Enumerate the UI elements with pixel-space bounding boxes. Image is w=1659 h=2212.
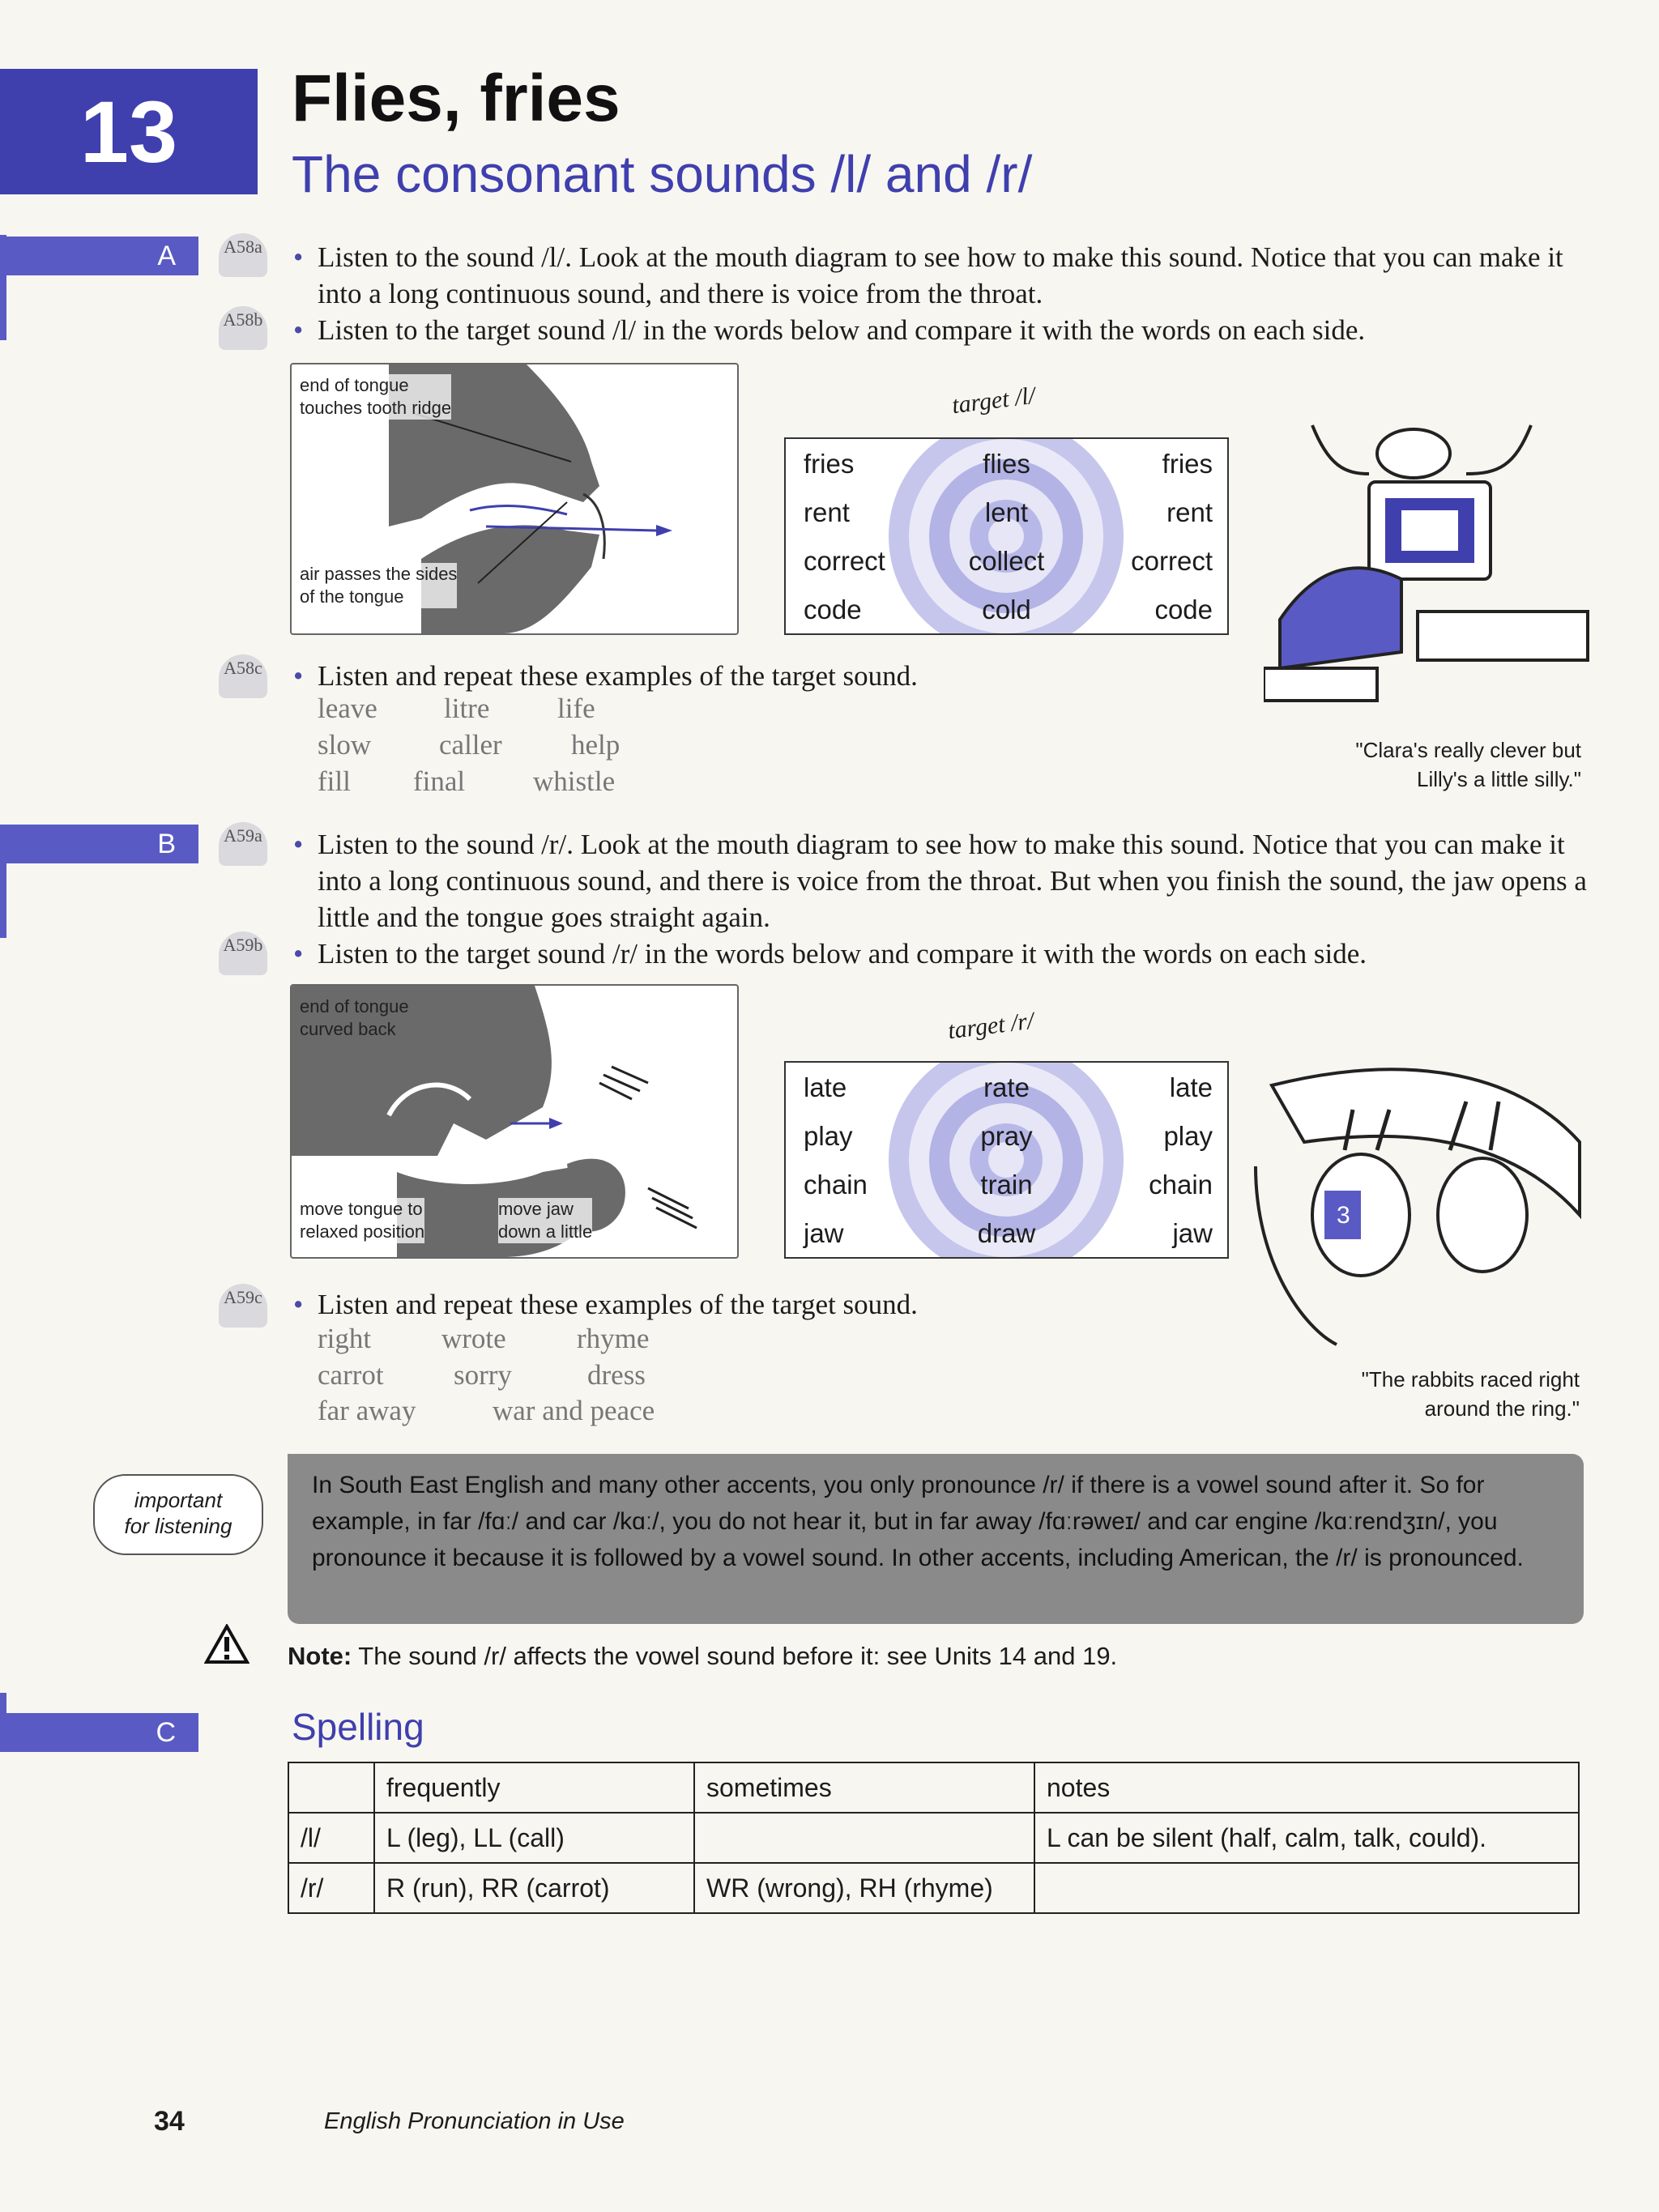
spelling-header-cell: frequently: [374, 1762, 694, 1813]
word-right: fries: [1162, 449, 1213, 479]
word-target: train: [980, 1170, 1033, 1200]
example-word: fill: [318, 765, 351, 797]
section-c-tab: C: [0, 1713, 198, 1752]
word-row: [786, 439, 1227, 488]
spelling-cell: L can be silent (half, calm, talk, could).: [1034, 1813, 1579, 1863]
example-word: whistle: [533, 765, 616, 797]
example-word: slow: [318, 729, 372, 761]
section-b-bullet-3: • Listen and repeat these examples of the target sound.: [318, 1286, 1128, 1323]
section-b-bullet-1: • Listen to the sound /r/. Look at the mouth diagram to see how to make this sound. Notice that you can make it into a long continuous sound, and there is voice from the throat. But when you finish the sound, the jaw opens a little and the tongue goes straight again.: [318, 826, 1597, 936]
diagram-label-bottom: air passes the sides of the tongue: [300, 564, 458, 607]
word-right: jaw: [1172, 1218, 1213, 1248]
spelling-cell: L (leg), LL (call): [374, 1813, 694, 1863]
section-b-tab: B: [0, 825, 198, 863]
word-row: [786, 1063, 1227, 1111]
word-row: [786, 1111, 1227, 1160]
audio-track-icon[interactable]: A59b: [219, 931, 267, 975]
spelling-row: [288, 1813, 1579, 1863]
word-row: [786, 1208, 1227, 1257]
spelling-header-cell: [288, 1762, 374, 1813]
word-target: lent: [984, 497, 1029, 527]
word-target: collect: [968, 546, 1045, 576]
spelling-heading: Spelling: [292, 1706, 424, 1748]
word-right: late: [1169, 1072, 1213, 1102]
word-target: pray: [980, 1121, 1033, 1151]
spelling-header-cell: notes: [1034, 1762, 1579, 1813]
example-word: life: [557, 693, 595, 724]
word-right: chain: [1149, 1170, 1213, 1200]
unit-number: 13: [79, 83, 178, 181]
important-for-listening-label: important for listening: [93, 1474, 263, 1555]
section-a-bullet-1: • Listen to the sound /l/. Look at the mouth diagram to see how to make this sound. Notice that you can make it into a long continuous sound, and there is voice from the throat.: [318, 239, 1597, 312]
word-left: play: [804, 1121, 853, 1151]
example-word: carrot: [318, 1359, 384, 1391]
diagram-label-top: end of tongue touches tooth ridge: [300, 375, 452, 418]
word-left: jaw: [804, 1218, 844, 1248]
example-word: sorry: [454, 1359, 512, 1391]
spelling-header-cell: sometimes: [694, 1762, 1034, 1813]
mouth-diagram-l: [290, 363, 739, 635]
cartoon-rabbits-illustration: [1239, 1053, 1596, 1361]
mouth-diagram-r: [290, 984, 739, 1259]
warning-note: [288, 1642, 1117, 1671]
book-title: English Pronunciation in Use: [324, 2108, 625, 2134]
spelling-table: [288, 1762, 1580, 1914]
example-word: caller: [439, 729, 502, 761]
page-title: Flies, fries: [292, 62, 621, 135]
diagram-label-bottom-right: move jaw down a little: [498, 1199, 593, 1242]
audio-track-icon[interactable]: A58c: [219, 654, 267, 698]
word-row: [786, 1160, 1227, 1208]
example-word: far away: [318, 1395, 416, 1426]
accent-note-box: [288, 1454, 1584, 1624]
diagram-label-bottom-left: move tongue to relaxed position: [300, 1199, 425, 1242]
cartoon-caption-b: "The rabbits raced right around the ring.": [1361, 1367, 1580, 1421]
word-left: correct: [804, 546, 885, 576]
example-word: war and peace: [493, 1395, 655, 1426]
word-right: code: [1154, 595, 1213, 624]
diagram-label-top: end of tongue curved back: [300, 996, 409, 1039]
word-left: late: [804, 1072, 847, 1102]
audio-track-icon[interactable]: A59a: [219, 822, 267, 866]
word-target: draw: [977, 1218, 1036, 1248]
warning-note-label: Note:: [288, 1642, 352, 1670]
example-word: leave: [318, 693, 377, 724]
word-target: cold: [982, 595, 1031, 624]
example-word: rhyme: [577, 1323, 650, 1354]
word-table-r: [784, 1061, 1229, 1259]
word-row: [786, 488, 1227, 536]
example-word: dress: [587, 1359, 646, 1391]
example-word: right: [318, 1323, 372, 1354]
target-label-l: target /l/: [950, 381, 1037, 420]
word-left: code: [804, 595, 862, 624]
word-row: [786, 585, 1227, 633]
page-subtitle: The consonant sounds /l/ and /r/: [292, 145, 1033, 203]
word-left: fries: [804, 449, 855, 479]
svg-text:3: 3: [1337, 1202, 1350, 1229]
section-a-tab: A: [0, 237, 198, 275]
spelling-cell: WR (wrong), RH (rhyme): [694, 1863, 1034, 1913]
spelling-cell: [1034, 1863, 1579, 1913]
spelling-header-row: [288, 1762, 1579, 1813]
section-b-bullet-2: • Listen to the target sound /r/ in the words below and compare it with the words on each side.: [318, 936, 1597, 972]
cartoon-caption-a: "Clara's really clever but Lilly's a little silly.": [1355, 738, 1581, 791]
spelling-cell: /l/: [288, 1813, 374, 1863]
spelling-cell: /r/: [288, 1863, 374, 1913]
accent-note-text: In South East English and many other accents, you only pronounce /r/ if there is a vowel sound after it. So for example, in far /fɑː/ and car /kɑː/, you do not hear it, but in far away /fɑːrəweɪ/ and car engine /kɑːrendʒɪn/, you pronounce it because it is followed by a vowel sound. In other accents, including American, the /r/ is pronounced.: [312, 1472, 1524, 1571]
word-left: rent: [804, 497, 850, 527]
unit-number-box: [0, 69, 258, 194]
word-right: rent: [1166, 497, 1213, 527]
section-a-bullet-3: • Listen and repeat these examples of the target sound.: [318, 658, 1128, 694]
word-target: rate: [983, 1072, 1030, 1102]
target-label-r: target /r/: [946, 1007, 1035, 1045]
spelling-cell: [694, 1813, 1034, 1863]
page-number: 34: [154, 2106, 185, 2137]
example-word: final: [413, 765, 466, 797]
example-word: help: [571, 729, 621, 761]
word-table-l: [784, 437, 1229, 635]
example-word: litre: [444, 693, 490, 724]
word-target: flies: [983, 449, 1030, 479]
spelling-row: [288, 1863, 1579, 1913]
section-a-bullet-2: • Listen to the target sound /l/ in the words below and compare it with the words on each side.: [318, 312, 1597, 348]
word-right: correct: [1131, 546, 1213, 576]
example-word: wrote: [441, 1323, 506, 1354]
word-row: [786, 536, 1227, 585]
word-left: chain: [804, 1170, 868, 1200]
cartoon-computer-illustration: [1264, 409, 1604, 717]
warning-icon: [204, 1624, 249, 1664]
audio-track-icon[interactable]: A59c: [219, 1284, 267, 1328]
spelling-cell: R (run), RR (carrot): [374, 1863, 694, 1913]
audio-track-icon[interactable]: A58a: [219, 233, 267, 277]
word-right: play: [1163, 1121, 1213, 1151]
warning-note-text: The sound /r/ affects the vowel sound before it: see Units 14 and 19.: [358, 1642, 1118, 1670]
audio-track-icon[interactable]: A58b: [219, 306, 267, 350]
